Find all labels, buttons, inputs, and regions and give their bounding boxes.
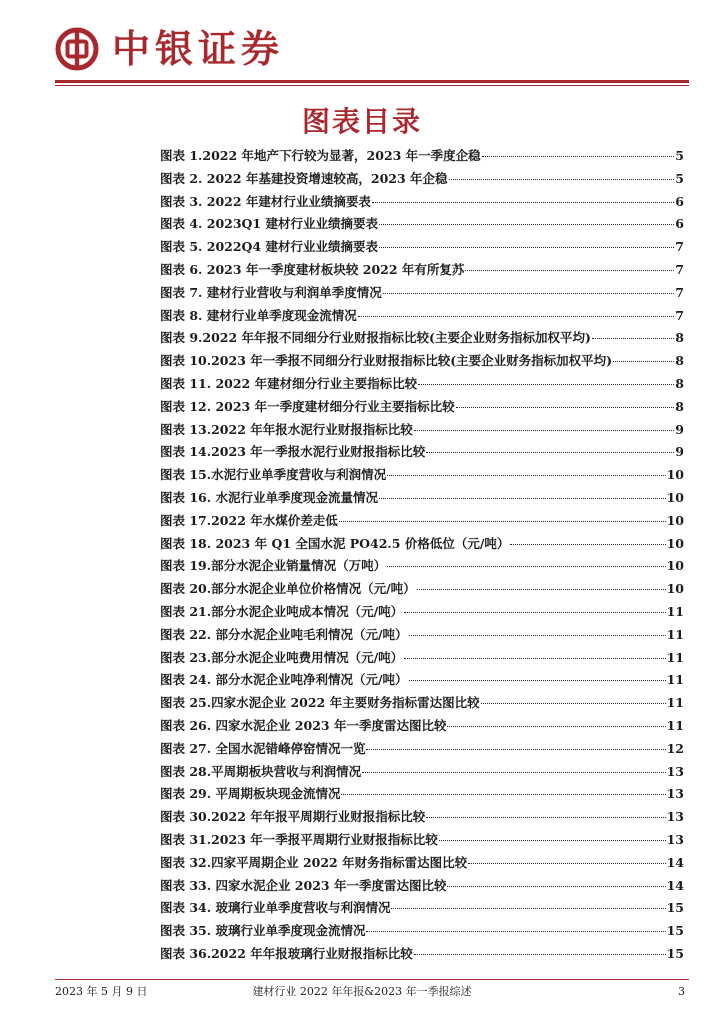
toc-dot-leader bbox=[414, 954, 666, 955]
toc-dot-leader bbox=[339, 521, 666, 522]
toc-dot-leader bbox=[447, 726, 665, 727]
toc-entry-page[interactable]: 8 bbox=[675, 398, 684, 414]
toc-entry-page[interactable]: 10 bbox=[666, 489, 684, 505]
toc-entry-page[interactable]: 8 bbox=[675, 353, 684, 369]
toc-entry-label[interactable]: 图表 32.四家平周期企业 2022 年财务指标雷达图比较 bbox=[160, 854, 468, 870]
toc-entry[interactable] bbox=[160, 807, 684, 830]
toc-entry[interactable] bbox=[160, 579, 684, 602]
toc-entry-label[interactable]: 图表 36.2022 年年报玻璃行业财报指标比较 bbox=[160, 945, 413, 961]
toc-dot-leader bbox=[404, 612, 665, 613]
toc-dot-leader bbox=[379, 247, 674, 248]
toc-dot-leader bbox=[510, 544, 665, 545]
toc-entry-page[interactable]: 9 bbox=[675, 421, 684, 437]
toc-entry[interactable] bbox=[160, 283, 684, 306]
toc-dot-leader bbox=[414, 430, 675, 431]
toc-entry-page[interactable]: 8 bbox=[675, 375, 684, 391]
toc-entry-page[interactable]: 15 bbox=[666, 945, 684, 961]
footer-date: 2023 年 5 月 9 日 bbox=[55, 985, 148, 998]
toc-dot-leader bbox=[409, 635, 666, 636]
toc-entry[interactable] bbox=[160, 488, 684, 511]
toc-entry-page[interactable]: 10 bbox=[666, 467, 684, 483]
toc-dot-leader bbox=[426, 452, 674, 453]
toc-entry[interactable] bbox=[160, 534, 684, 557]
toc-entry-page[interactable]: 11 bbox=[666, 672, 684, 688]
toc-entry-label[interactable]: 图表 9.2022 年年报不同细分行业财报指标比较(主要企业财务指标加权平均) bbox=[160, 330, 591, 346]
toc-dot-leader bbox=[465, 270, 674, 271]
toc-dot-leader bbox=[447, 886, 665, 887]
toc-entry[interactable] bbox=[160, 374, 684, 397]
toc-dot-leader bbox=[439, 840, 666, 841]
toc-entry-label[interactable]: 图表 16. 水泥行业单季度现金流量情况 bbox=[160, 489, 378, 505]
toc-entry-page[interactable]: 5 bbox=[675, 170, 684, 186]
toc-entry-label[interactable]: 图表 24. 部分水泥企业吨净利情况（元/吨） bbox=[160, 672, 408, 688]
toc-entry[interactable] bbox=[160, 648, 684, 671]
toc-dot-leader bbox=[379, 224, 674, 225]
toc-entry[interactable] bbox=[160, 237, 684, 260]
toc-entry-page[interactable]: 6 bbox=[675, 193, 684, 209]
toc-entry-label[interactable]: 图表 10.2023 年一季报不同细分行业财报指标比较(主要企业财务指标加权平均) bbox=[160, 353, 613, 369]
toc-entry-label[interactable]: 图表 12. 2023 年一季度建材细分行业主要指标比较 bbox=[160, 398, 455, 414]
toc-entry[interactable] bbox=[160, 169, 684, 192]
toc-entry-page[interactable]: 7 bbox=[675, 239, 684, 255]
footer-page-number: 3 bbox=[678, 985, 685, 998]
toc-entry-label[interactable]: 图表 25.四家水泥企业 2022 年主要财务指标雷达图比较 bbox=[160, 695, 480, 711]
toc-dot-leader bbox=[383, 293, 675, 294]
toc-dot-leader bbox=[613, 361, 674, 362]
toc-dot-leader bbox=[366, 749, 665, 750]
toc-entry-label[interactable]: 图表 8. 建材行业单季度现金流情况 bbox=[160, 307, 357, 323]
toc-entry[interactable] bbox=[160, 853, 684, 876]
toc-entry-label[interactable]: 图表 35. 玻璃行业单季度现金流情况 bbox=[160, 923, 366, 939]
toc-entry[interactable] bbox=[160, 351, 684, 374]
toc-entry-page[interactable]: 14 bbox=[666, 877, 684, 893]
toc-entry-label[interactable]: 图表 30.2022 年年报平周期行业财报指标比较 bbox=[160, 809, 426, 825]
toc-entry-page[interactable]: 13 bbox=[666, 809, 684, 825]
toc-entry[interactable] bbox=[160, 214, 684, 237]
toc-entry-page[interactable]: 7 bbox=[675, 307, 684, 323]
toc-entry[interactable] bbox=[160, 670, 684, 693]
toc-entry-page[interactable]: 11 bbox=[666, 717, 684, 733]
toc-entry-label[interactable]: 图表 31.2023 年一季报平周期行业财报指标比较 bbox=[160, 831, 438, 847]
toc-entry-page[interactable]: 15 bbox=[666, 923, 684, 939]
toc-entry-page[interactable]: 15 bbox=[666, 900, 684, 916]
toc-entry-label[interactable]: 图表 27. 全国水泥错峰停窑情况一览 bbox=[160, 740, 366, 756]
toc-entry-label[interactable]: 图表 29. 平周期板块现金流情况 bbox=[160, 786, 341, 802]
toc-dot-leader bbox=[358, 316, 675, 317]
toc-entry-label[interactable]: 图表 17.2022 年水煤价差走低 bbox=[160, 512, 338, 528]
toc-dot-leader bbox=[456, 407, 675, 408]
toc-entry[interactable] bbox=[160, 625, 684, 648]
toc-entry[interactable] bbox=[160, 511, 684, 534]
toc-entry-page[interactable]: 14 bbox=[666, 854, 684, 870]
toc-entry-label[interactable]: 图表 7. 建材行业营收与利润单季度情况 bbox=[160, 284, 382, 300]
toc-entry-page[interactable]: 10 bbox=[666, 512, 684, 528]
toc-entry-label[interactable]: 图表 2. 2022 年基建投资增速较高，2023 年企稳 bbox=[160, 170, 448, 186]
toc-dot-leader bbox=[417, 589, 666, 590]
toc-entry-label[interactable]: 图表 19.部分水泥企业销量情况（万吨） bbox=[160, 558, 387, 574]
toc-title: 图表目录 bbox=[301, 105, 422, 138]
toc-dot-leader bbox=[341, 794, 665, 795]
toc-entry[interactable] bbox=[160, 784, 684, 807]
toc-dot-leader bbox=[387, 475, 665, 476]
toc-entry-label[interactable]: 图表 23.部分水泥企业吨费用情况（元/吨） bbox=[160, 649, 404, 665]
header-divider-thin bbox=[55, 85, 689, 86]
toc-dot-leader bbox=[418, 384, 674, 385]
toc-entry-page[interactable]: 11 bbox=[666, 695, 684, 711]
page-header bbox=[0, 0, 724, 92]
toc-entry[interactable] bbox=[160, 442, 684, 465]
toc-dot-leader bbox=[362, 772, 665, 773]
toc-entry-page[interactable]: 11 bbox=[666, 603, 684, 619]
toc-entry-page[interactable]: 13 bbox=[666, 831, 684, 847]
toc-entry-label[interactable]: 图表 18. 2023 年 Q1 全国水泥 PO42.5 价格低位（元/吨） bbox=[160, 535, 510, 551]
toc-entry[interactable] bbox=[160, 739, 684, 762]
toc-entry-page[interactable]: 7 bbox=[675, 284, 684, 300]
toc-entry-label[interactable]: 图表 6. 2023 年一季度建材板块较 2022 年有所复苏 bbox=[160, 261, 465, 277]
toc-dot-leader bbox=[391, 908, 665, 909]
toc-dot-leader bbox=[366, 931, 665, 932]
toc-entry[interactable] bbox=[160, 830, 684, 853]
toc-entry-page[interactable]: 5 bbox=[675, 148, 684, 163]
toc-entry-label[interactable]: 图表 4. 2023Q1 建材行业业绩摘要表 bbox=[160, 216, 378, 232]
toc-entry-page[interactable]: 10 bbox=[666, 558, 684, 574]
toc-entry[interactable] bbox=[160, 465, 684, 488]
toc-entry-label[interactable]: 图表 1.2022 年地产下行较为显著，2023 年一季度企稳 bbox=[160, 148, 481, 163]
toc-dot-leader bbox=[409, 680, 666, 681]
toc-entry[interactable] bbox=[160, 420, 684, 443]
toc-entry-label[interactable]: 图表 14.2023 年一季报水泥行业财报指标比较 bbox=[160, 444, 426, 460]
toc-list bbox=[160, 146, 684, 967]
toc-entry-page[interactable]: 8 bbox=[675, 330, 684, 346]
toc-dot-leader bbox=[482, 156, 675, 157]
toc-entry[interactable] bbox=[160, 306, 684, 329]
toc-entry[interactable] bbox=[160, 944, 684, 967]
toc-entry[interactable] bbox=[160, 328, 684, 351]
toc-entry-label[interactable]: 图表 22. 部分水泥企业吨毛利情况（元/吨） bbox=[160, 626, 408, 642]
toc-entry-page[interactable]: 11 bbox=[666, 649, 684, 665]
toc-entry-page[interactable]: 13 bbox=[666, 763, 684, 779]
toc-entry-page[interactable]: 11 bbox=[666, 626, 684, 642]
toc-entry-page[interactable]: 12 bbox=[666, 740, 684, 756]
toc-entry[interactable] bbox=[160, 898, 684, 921]
toc-entry-label[interactable]: 图表 15.水泥行业单季度营收与利润情况 bbox=[160, 467, 387, 483]
toc-dot-leader bbox=[468, 863, 666, 864]
bank-of-china-logo-icon bbox=[55, 27, 99, 71]
toc-dot-leader bbox=[426, 817, 665, 818]
toc-dot-leader bbox=[481, 703, 666, 704]
toc-dot-leader bbox=[592, 338, 674, 339]
toc-entry-label[interactable]: 图表 21.部分水泥企业吨成本情况（元/吨） bbox=[160, 603, 404, 619]
toc-entry[interactable] bbox=[160, 260, 684, 283]
toc-entry-page[interactable]: 7 bbox=[675, 261, 684, 277]
toc-entry-label[interactable]: 图表 34. 玻璃行业单季度营收与利润情况 bbox=[160, 900, 391, 916]
toc-entry-page[interactable]: 6 bbox=[675, 216, 684, 232]
toc-entry[interactable] bbox=[160, 693, 684, 716]
footer-report-title: 建材行业 2022 年年报&2023 年一季报综述 bbox=[252, 985, 472, 998]
toc-entry-label[interactable]: 图表 26. 四家水泥企业 2023 年一季度雷达图比较 bbox=[160, 717, 447, 733]
toc-entry[interactable] bbox=[160, 397, 684, 420]
toc-entry-label[interactable]: 图表 28.平周期板块营收与利润情况 bbox=[160, 763, 362, 779]
toc-entry-label[interactable]: 图表 5. 2022Q4 建材行业业绩摘要表 bbox=[160, 239, 378, 255]
toc-entry-label[interactable]: 图表 13.2022 年年报水泥行业财报指标比较 bbox=[160, 421, 413, 437]
header-divider bbox=[55, 80, 689, 83]
toc-entry[interactable] bbox=[160, 146, 684, 169]
toc-entry[interactable] bbox=[160, 716, 684, 739]
toc-entry[interactable] bbox=[160, 192, 684, 215]
toc-entry[interactable] bbox=[160, 556, 684, 579]
toc-entry[interactable] bbox=[160, 876, 684, 899]
toc-entry-label[interactable]: 图表 11. 2022 年建材细分行业主要指标比较 bbox=[160, 375, 418, 391]
brand-name: 中银证券 bbox=[112, 26, 285, 71]
toc-entry[interactable] bbox=[160, 762, 684, 785]
toc-dot-leader bbox=[387, 566, 665, 567]
toc-dot-leader bbox=[372, 202, 674, 203]
toc-entry-page[interactable]: 13 bbox=[666, 786, 684, 802]
toc-entry[interactable] bbox=[160, 602, 684, 625]
toc-entry[interactable] bbox=[160, 921, 684, 944]
footer-divider bbox=[55, 979, 689, 980]
toc-entry-page[interactable]: 10 bbox=[666, 581, 684, 597]
toc-entry-label[interactable]: 图表 3. 2022 年建材行业业绩摘要表 bbox=[160, 193, 371, 209]
toc-dot-leader bbox=[404, 658, 665, 659]
toc-entry-label[interactable]: 图表 33. 四家水泥企业 2023 年一季度雷达图比较 bbox=[160, 877, 447, 893]
toc-dot-leader bbox=[449, 179, 675, 180]
toc-entry-label[interactable]: 图表 20.部分水泥企业单位价格情况（元/吨） bbox=[160, 581, 416, 597]
toc-dot-leader bbox=[379, 498, 666, 499]
toc-entry-page[interactable]: 10 bbox=[666, 535, 684, 551]
toc-entry-page[interactable]: 9 bbox=[675, 444, 684, 460]
